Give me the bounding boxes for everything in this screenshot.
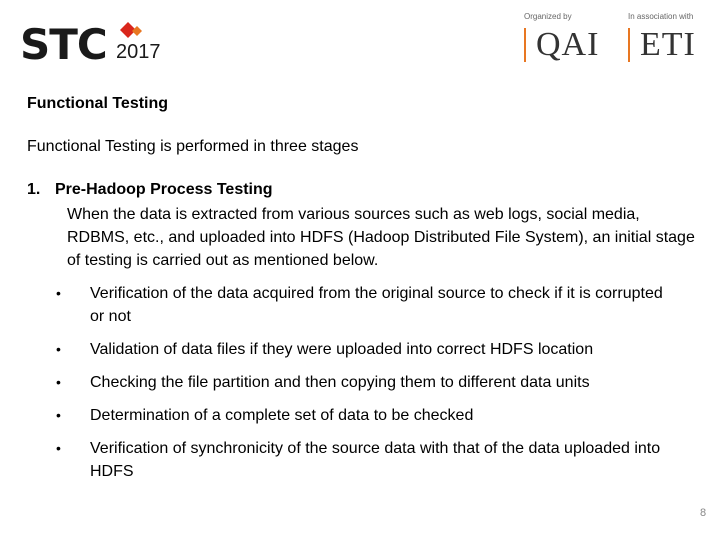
partner-divider xyxy=(628,28,630,62)
bullet-text: Verification of the data acquired from the original source to check if it is corrupted or not xyxy=(90,285,663,325)
association-caption: In association with xyxy=(628,12,694,21)
step-description: When the data is extracted from various sources such as web logs, social media, RDBMS, etc., and uploaded into HDFS (Hadoop Distributed File System), an initial stage of testing is carried out as mentioned below. xyxy=(67,206,695,269)
stc-logo-text: STC xyxy=(20,20,107,69)
bullet-icon: • xyxy=(56,440,61,456)
eti-logo: ETI xyxy=(640,26,696,63)
step-number: 1. xyxy=(27,181,41,198)
qai-logo: QAI xyxy=(536,26,600,63)
bullet-text: Checking the file partition and then copying them to different data units xyxy=(90,374,590,391)
bullet-icon: • xyxy=(56,407,61,423)
bullet-icon: • xyxy=(56,341,61,357)
step-heading xyxy=(27,180,273,200)
intro-text: Functional Testing is performed in three stages xyxy=(27,138,359,155)
bullet-icon: • xyxy=(56,374,61,390)
stc-logo-year: 2017 xyxy=(116,41,161,63)
section-title: Functional Testing xyxy=(27,95,169,112)
organized-by-caption: Organized by xyxy=(524,12,572,21)
organizer-divider xyxy=(524,28,526,62)
bullet-text: Validation of data files if they were uploaded into correct HDFS location xyxy=(90,341,594,358)
page-number: 8 xyxy=(700,507,707,519)
bullet-text: Verification of synchronicity of the source data with that of the data uploaded into HDFS xyxy=(90,440,661,480)
stc-2017-logo xyxy=(20,20,180,69)
bullet-icon: • xyxy=(56,285,61,301)
step-title: Pre-Hadoop Process Testing xyxy=(55,181,273,198)
bullet-text: Determination of a complete set of data to be checked xyxy=(90,407,474,424)
organizer-logos xyxy=(524,10,714,66)
